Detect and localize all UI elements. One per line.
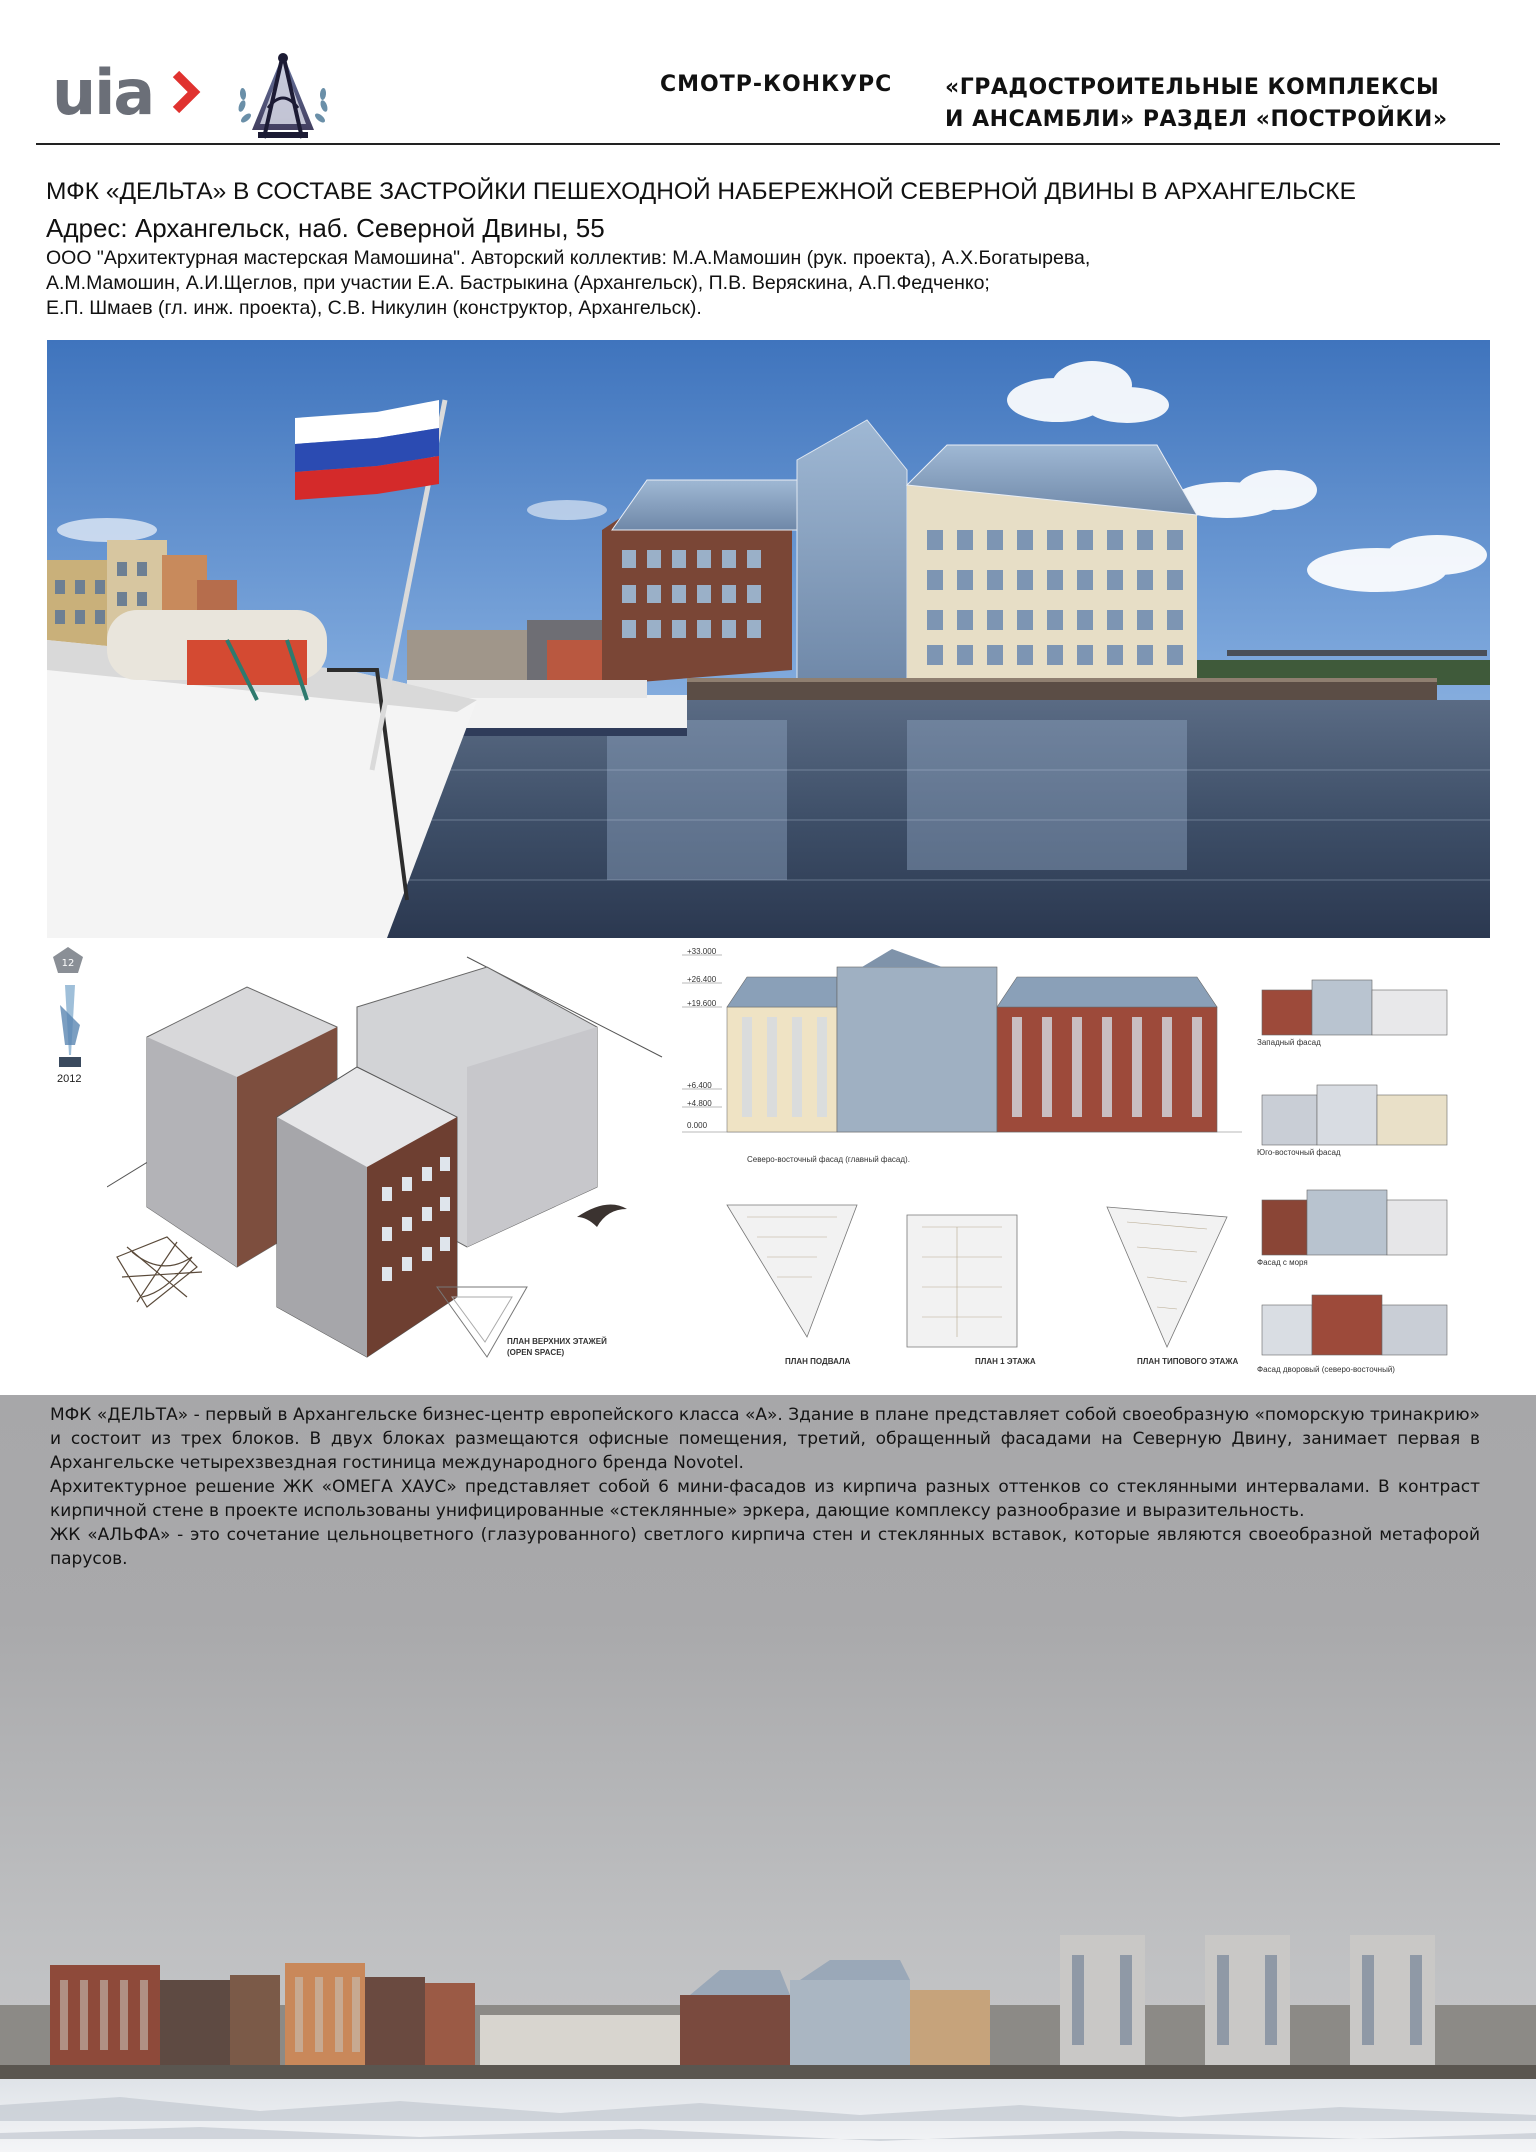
description-paragraph-omega: Архитектурное решение ЖК «ОМЕГА ХАУС» представляет собой 6 мини-фасадов из кирпича разных оттенков со стеклянными интервалами. В контраст кирпичной стене в проекте использованы унифицированные «стеклянные» эркера, дающие комплексу разнообразие и выразительность. <box>50 1477 1480 1521</box>
plan-typical-floor-label: ПЛАН ТИПОВОГО ЭТАЖА <box>1137 1357 1239 1366</box>
award-statuette-icon <box>55 985 85 1071</box>
credits-line: А.М.Мамошин, А.И.Щеглов, при участии Е.А. Бастрыкина (Архангельск), П.В. Веряскина, А.П.Федченко; <box>46 272 990 294</box>
floor-plans <box>687 1197 1247 1357</box>
description-panel <box>0 1395 1536 2152</box>
level-mark: 0.000 <box>687 1121 708 1130</box>
embankment-photo-illustration <box>47 340 1490 938</box>
uia-logo: uia <box>52 56 154 129</box>
level-mark: +26.400 <box>687 975 717 984</box>
uia-chevron-icon <box>172 68 202 116</box>
level-mark: +6.400 <box>687 1081 712 1090</box>
facade-courtyard-caption: Фасад дворовый (северо-восточный) <box>1257 1365 1395 1374</box>
level-mark: +33.000 <box>687 947 717 956</box>
project-address: Адрес: Архангельск, наб. Северной Двины, 55 <box>46 213 605 243</box>
header <box>0 0 1536 150</box>
plan-upper-floors-note: (OPEN SPACE) <box>507 1348 565 1357</box>
category-line-2: И АНСАМБЛИ» РАЗДЕЛ «ПОСТРОЙКИ» <box>945 107 1448 132</box>
main-photo-embankment <box>47 340 1490 938</box>
axonometric-render <box>107 947 667 1367</box>
side-facades <box>1252 975 1482 1375</box>
header-divider <box>36 143 1500 145</box>
drawings-panel <box>47 945 1490 1383</box>
main-facade-caption: Северо-восточный фасад (главный фасад). <box>747 1155 910 1164</box>
embankment-skyline-photo <box>0 1765 1536 2152</box>
project-credits <box>46 246 1090 321</box>
level-mark: +19.600 <box>687 999 717 1008</box>
facade-sea-caption: Фасад с моря <box>1257 1258 1308 1267</box>
contest-category <box>945 72 1448 136</box>
plan-basement-label: ПЛАН ПОДВАЛА <box>785 1357 851 1366</box>
award-number: 12 <box>61 958 75 969</box>
architects-union-emblem <box>228 48 338 144</box>
facade-southeast-caption: Юго-восточный фасад <box>1257 1148 1341 1157</box>
facade-west-caption: Западный фасад <box>1257 1038 1321 1047</box>
description-paragraph-alfa: ЖК «АЛЬФА» - это сочетание цельноцветного (глазурованного) светлого кирпича стен и стеклянных вставок, которые являются своеобразной метафорой парусов. <box>50 1525 1480 1569</box>
level-mark: +4.800 <box>687 1099 712 1108</box>
plan-ground-floor-label: ПЛАН 1 ЭТАЖА <box>975 1357 1036 1366</box>
award-year: 2012 <box>57 1073 82 1085</box>
project-title: МФК «ДЕЛЬТА» В СОСТАВЕ ЗАСТРОЙКИ ПЕШЕХОДНОЙ НАБЕРЕЖНОЙ СЕВЕРНОЙ ДВИНЫ В АРХАНГЕЛЬСКЕ <box>46 178 1356 205</box>
credits-line: Е.П. Шмаев (гл. инж. проекта), С.В. Никулин (конструктор, Архангельск). <box>46 297 702 319</box>
award-pentagon-icon <box>51 945 85 975</box>
category-line-1: «ГРАДОСТРОИТЕЛЬНЫЕ КОМПЛЕКСЫ <box>945 75 1440 100</box>
credits-line: ООО "Архитектурная мастерская Мамошина". Авторский коллектив: М.А.Мамошин (рук. проекта), А.Х.Богатырева, <box>46 247 1091 269</box>
plan-upper-floors-label: ПЛАН ВЕРХНИХ ЭТАЖЕЙ <box>507 1337 607 1346</box>
description-text <box>50 1403 1480 1571</box>
main-facade-elevation <box>682 947 1272 1147</box>
contest-label: СМОТР-КОНКУРС <box>660 72 893 97</box>
description-paragraph-delta: МФК «ДЕЛЬТА» - первый в Архангельске бизнес-центр европейского класса «А». Здание в плане представляет собой своеобразную «поморскую тринакрию» и состоит из трех блоков. В двух блоках размещаются офисные помещения, третий, обращенный фасадами на Северную Двину, занимает первая в Архангельске четырехзвездная гостиница международного бренда Novotel. <box>50 1405 1480 1473</box>
